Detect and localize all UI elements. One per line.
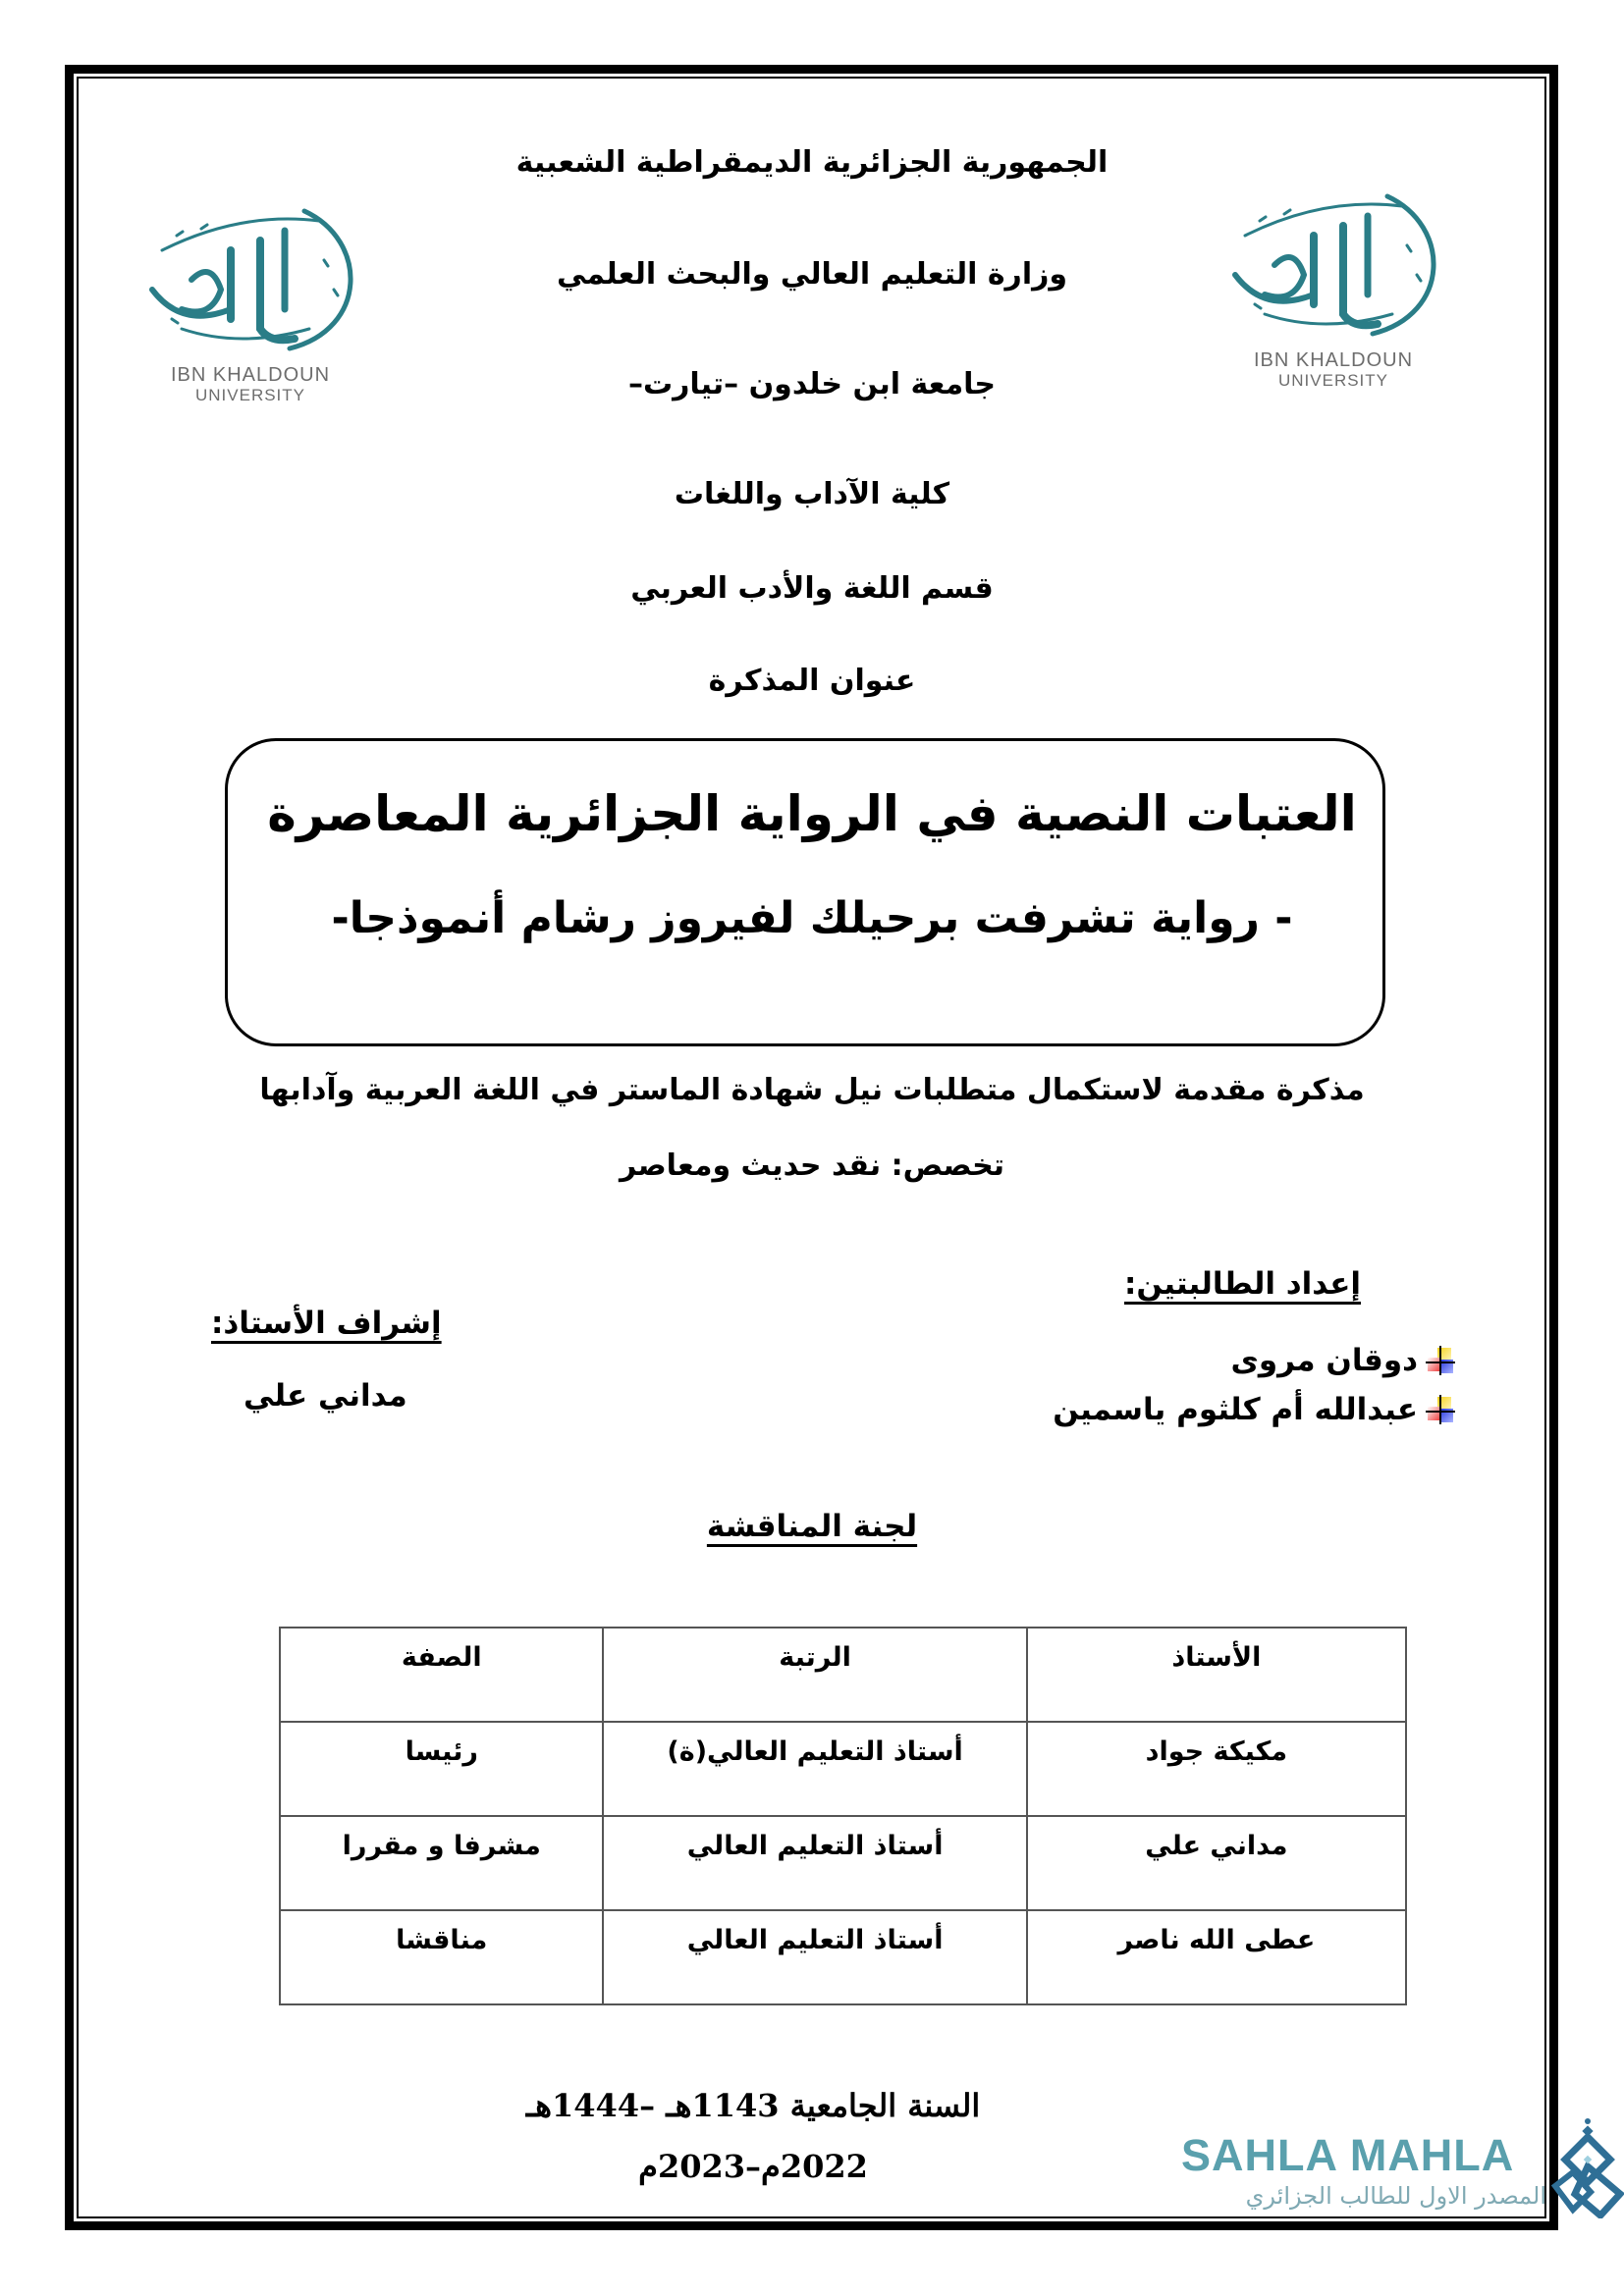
academic-year-gregorian: 2022م–2023م bbox=[638, 2148, 868, 2185]
thesis-subtitle: - رواية تشرفت برحيلك لفيروز رشام أنموذجا- bbox=[331, 893, 1293, 943]
cell-rank: أستاذ التعليم العالي bbox=[603, 1910, 1026, 2004]
header-cell-professor: الأستاذ bbox=[1027, 1628, 1406, 1722]
committee-table bbox=[279, 1627, 1407, 2005]
thesis-main-title: العتبات النصية في الرواية الجزائرية المعاصرة bbox=[267, 785, 1357, 842]
students-label: إعداد الطالبتين: bbox=[1123, 1266, 1361, 1302]
ministry-heading: وزارة التعليم العالي والبحث العلمي bbox=[556, 257, 1068, 292]
academic-year-hijri: السنة الجامعية 1143هـ –1444هـ bbox=[525, 2087, 981, 2124]
cell-professor: مكيكة جواد bbox=[1027, 1722, 1406, 1816]
logo-caption-line2: UNIVERSITY bbox=[194, 386, 306, 404]
student-name: عبدالله أم كلثوم ياسمين bbox=[1053, 1392, 1418, 1427]
cell-professor: مداني علي bbox=[1027, 1816, 1406, 1910]
calligraphy-emblem-icon bbox=[1206, 167, 1461, 344]
watermark-brand: SAHLA MAHLA bbox=[1181, 2130, 1515, 2180]
supervisor-name: مداني علي bbox=[244, 1378, 407, 1414]
faculty-heading: كلية الآداب واللغات bbox=[674, 477, 950, 511]
university-heading: جامعة ابن خلدون –تيارت– bbox=[627, 367, 997, 401]
watermark-tagline: المصدر الاول للطالب الجزائري bbox=[1245, 2182, 1546, 2210]
thesis-title-label: عنوان المذكرة bbox=[708, 664, 916, 698]
cell-professor: عطى الله ناصر bbox=[1027, 1910, 1406, 2004]
table-row bbox=[280, 1910, 1406, 2004]
sahla-mahla-logo-icon bbox=[1551, 2115, 1624, 2218]
bullet-icon bbox=[1426, 1346, 1455, 1375]
supervisor-label: إشراف الأستاذ: bbox=[211, 1306, 442, 1341]
cell-role: مناقشا bbox=[280, 1910, 603, 2004]
committee-title: لجنة المناقشة bbox=[706, 1509, 918, 1544]
header-cell-role: الصفة bbox=[280, 1628, 603, 1722]
header-cell-rank: الرتبة bbox=[603, 1628, 1026, 1722]
logo-caption-line1: IBN KHALDOUN bbox=[1253, 349, 1414, 371]
table-row bbox=[280, 1816, 1406, 1910]
table-row bbox=[280, 1722, 1406, 1816]
degree-statement: مذكرة مقدمة لاستكمال متطلبات نيل شهادة الماستر في اللغة العربية وآدابها bbox=[259, 1073, 1365, 1107]
table-header-row bbox=[280, 1628, 1406, 1722]
student-item bbox=[1230, 1343, 1455, 1378]
student-item bbox=[1053, 1392, 1455, 1427]
department-heading: قسم اللغة والأدب العربي bbox=[630, 571, 994, 606]
bullet-icon bbox=[1426, 1395, 1455, 1424]
cell-role: رئيسا bbox=[280, 1722, 603, 1816]
logo-caption-line2: UNIVERSITY bbox=[1277, 371, 1389, 390]
cell-rank: أستاذ التعليم العالي bbox=[603, 1816, 1026, 1910]
republic-heading: الجمهورية الجزائرية الديمقراطية الشعبية bbox=[515, 145, 1109, 180]
cell-rank: أستاذ التعليم العالي(ة) bbox=[603, 1722, 1026, 1816]
cell-role: مشرفا و مقررا bbox=[280, 1816, 603, 1910]
logo-caption-line1: IBN KHALDOUN bbox=[170, 364, 331, 386]
student-name: دوقان مروى bbox=[1230, 1343, 1418, 1378]
specialty-line: تخصص: نقد حديث ومعاصر bbox=[620, 1148, 1004, 1183]
